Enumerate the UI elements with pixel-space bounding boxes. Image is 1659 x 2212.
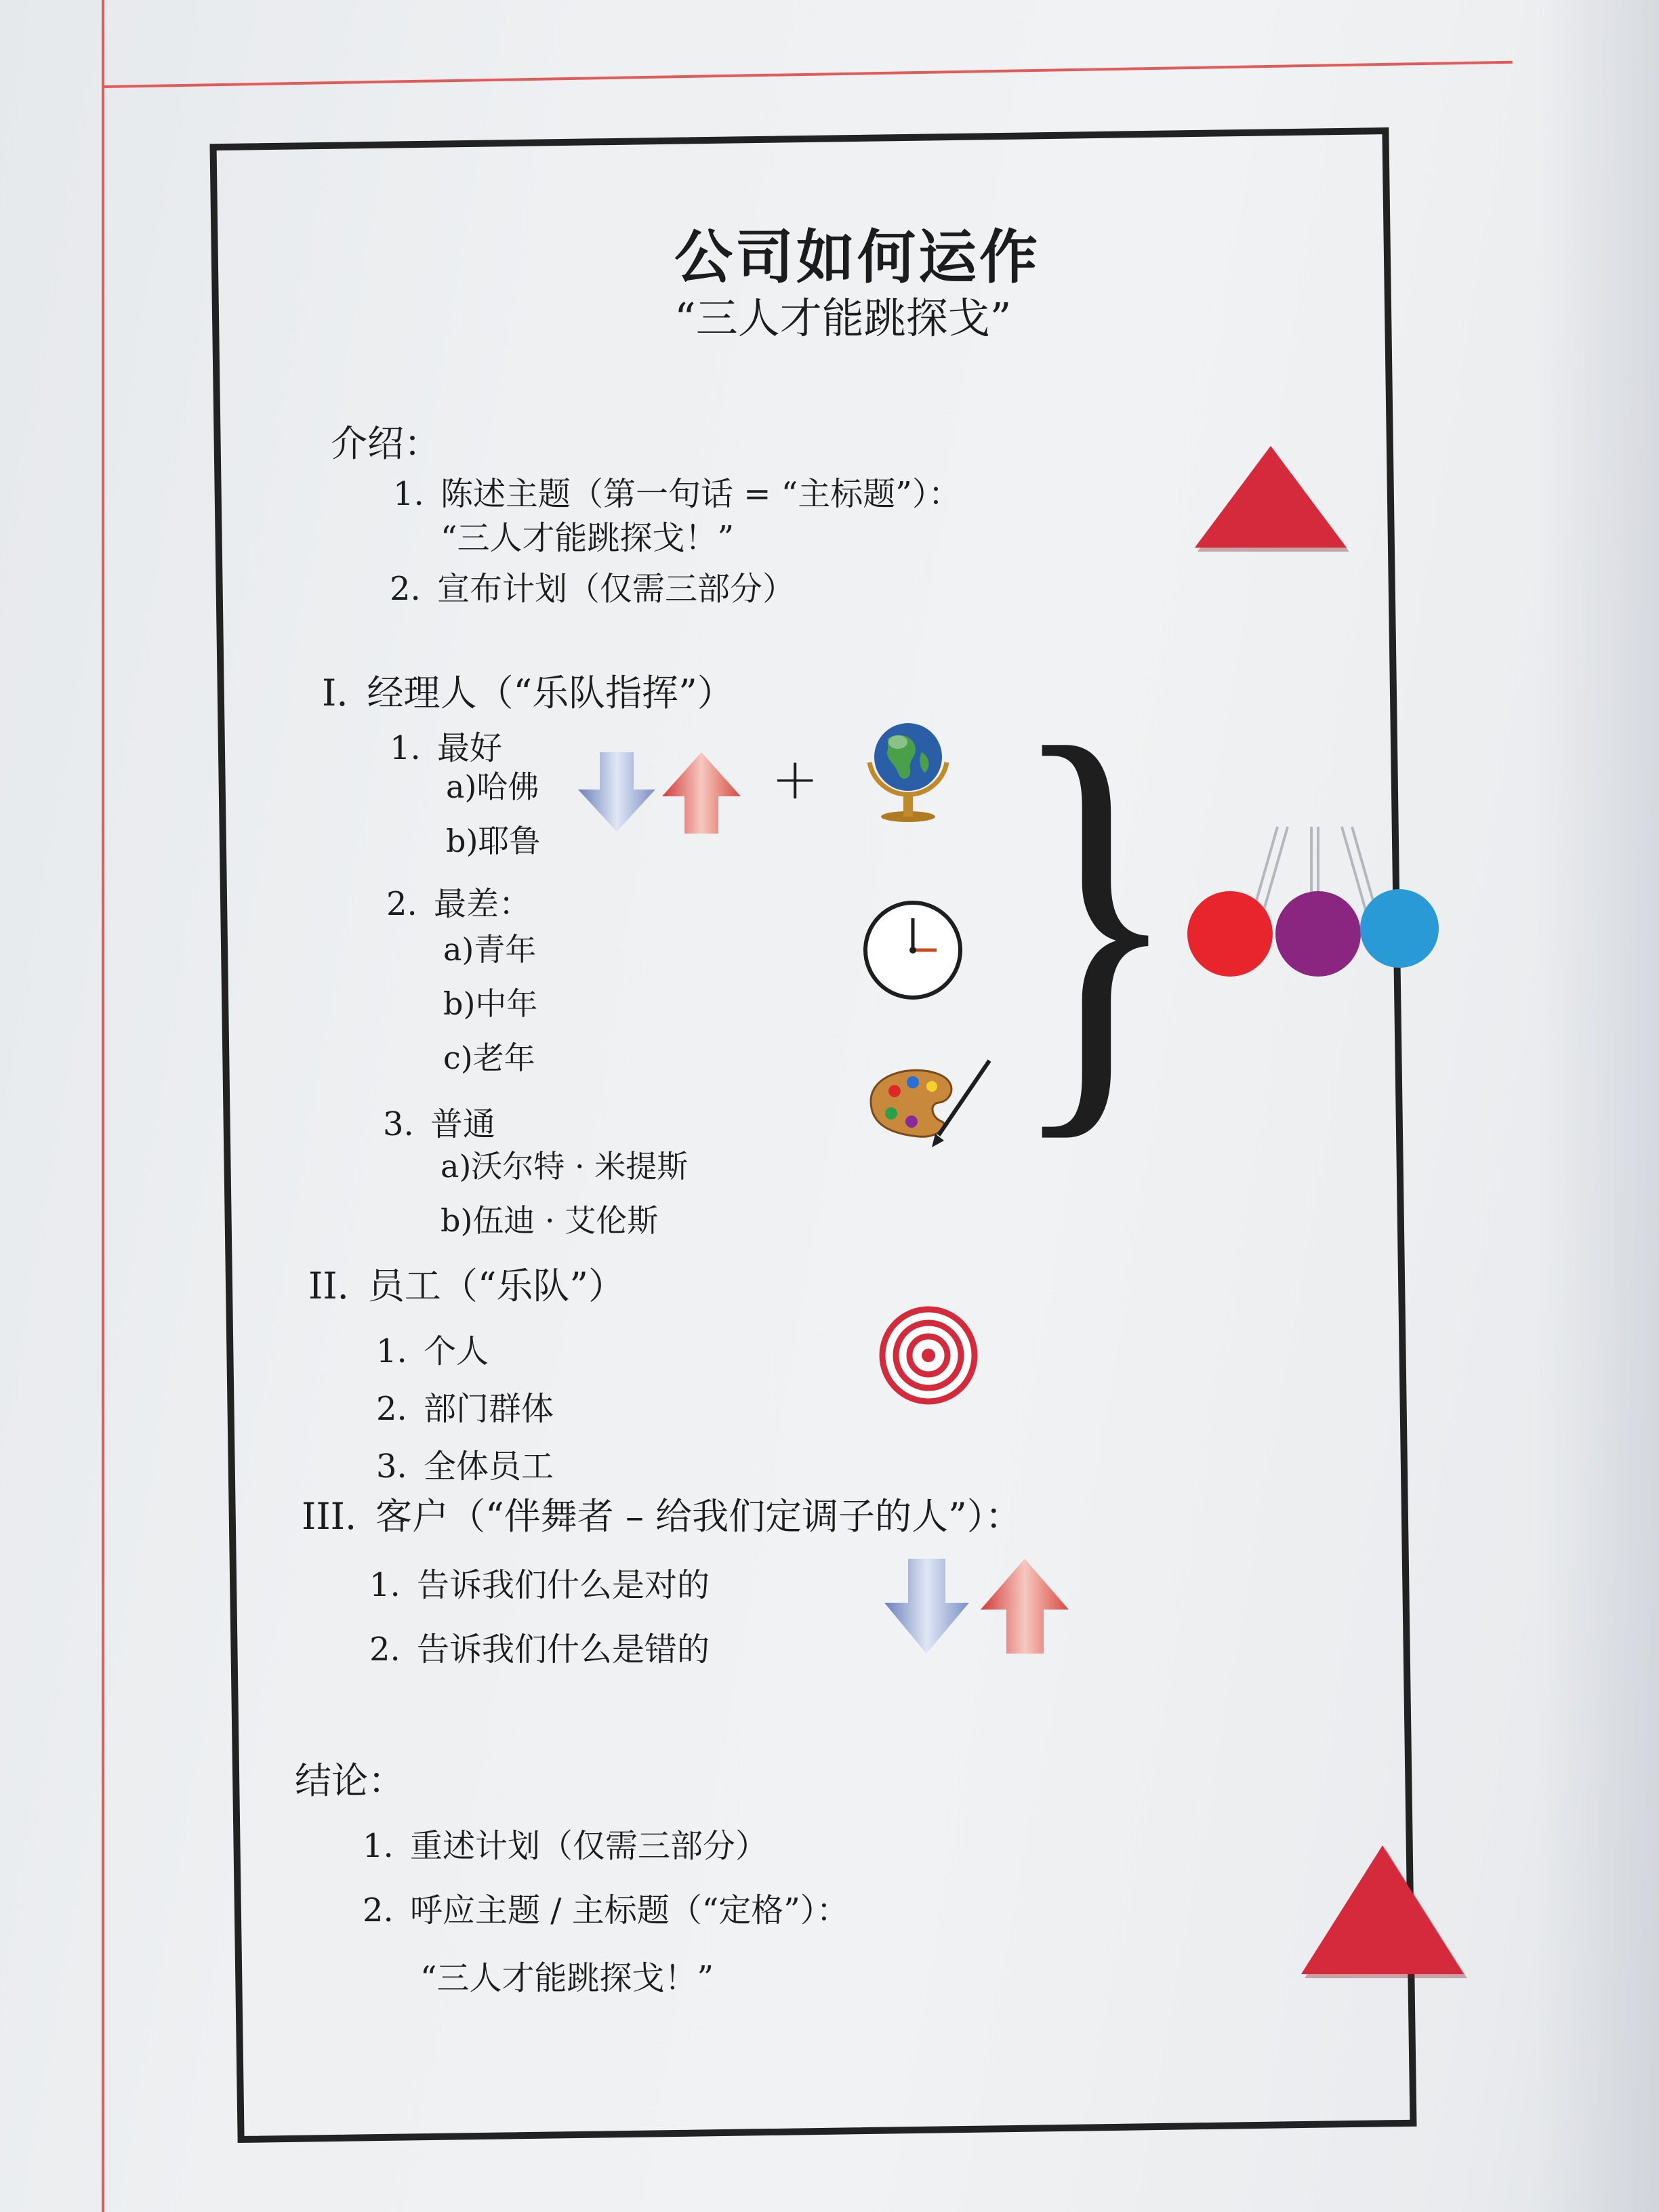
arrow-pair-icon-2	[884, 1555, 1074, 1657]
arrow-up-icon	[662, 752, 741, 834]
item-text: 个人	[424, 1332, 489, 1370]
section3-heading	[302, 1488, 1022, 1540]
roman-numeral: III.	[302, 1495, 357, 1538]
page-title: 公司如何运作	[674, 223, 1040, 291]
item-number: 1.	[390, 729, 421, 767]
section1-item-1-sub-a: a)哈佛	[446, 769, 539, 805]
intro-heading: 介绍：	[331, 422, 441, 465]
margin-line-horizontal	[103, 61, 1513, 88]
item-number: 3.	[376, 1448, 407, 1486]
item-text: 全体员工	[424, 1448, 554, 1486]
conclusion-heading: 结论：	[295, 1759, 405, 1802]
arrow-up-icon	[981, 1559, 1069, 1654]
intro-item-1-continuation: “三人才能跳探戈！”	[441, 519, 735, 557]
intro-item-1	[393, 468, 961, 514]
grouping-brace: }	[1010, 652, 1181, 1177]
item-text: 呼应主题 / 主标题（“定格”）：	[410, 1891, 849, 1929]
item-text: 最好	[437, 729, 503, 767]
section-title: 经理人（“乐队指挥”）	[367, 672, 734, 714]
item-text: 部门群体	[424, 1390, 554, 1428]
section1-item-1	[390, 722, 502, 769]
section3-item-1	[369, 1559, 710, 1605]
arrow-down-icon	[884, 1559, 969, 1654]
palette-icon	[864, 1054, 1000, 1149]
section2-heading	[308, 1257, 625, 1309]
item-text: 重述计划（仅需三部分）	[410, 1827, 769, 1865]
globe-icon	[857, 715, 959, 823]
item-number: 1.	[363, 1827, 394, 1865]
item-number: 2.	[363, 1891, 394, 1929]
target-icon	[878, 1305, 979, 1406]
arrow-pair-icon	[579, 749, 756, 837]
item-text: 告诉我们什么是错的	[417, 1631, 710, 1668]
item-text: 最差：	[434, 885, 532, 923]
section1-item-3-sub-a: a)沃尔特 · 米提斯	[441, 1148, 689, 1185]
triangle-icon	[1294, 1840, 1471, 1982]
item-text: 告诉我们什么是对的	[417, 1566, 710, 1604]
conclusion-item-2-continuation: “三人才能跳探戈！”	[420, 1959, 714, 1997]
item-number: 2.	[376, 1390, 407, 1428]
section1-item-2	[386, 878, 531, 924]
section1-item-2-sub-c: c)老年	[443, 1040, 535, 1076]
section1-item-2-sub-b: b)中年	[443, 985, 538, 1022]
margin-line-vertical	[102, 0, 104, 2212]
section3-item-2	[369, 1623, 710, 1670]
page-curl-shadow	[1537, 0, 1659, 2212]
intro-item-2	[390, 562, 795, 609]
triangle-icon	[1189, 441, 1352, 556]
item-number: 3.	[383, 1105, 414, 1143]
plus-sign: +	[771, 745, 819, 812]
roman-numeral: I.	[322, 672, 348, 714]
section1-heading	[322, 664, 734, 716]
item-text: 宣布计划（仅需三部分）	[437, 570, 796, 608]
item-number: 1.	[393, 475, 424, 513]
item-number: 2.	[369, 1631, 401, 1668]
pendulum-balls-icon	[1179, 813, 1443, 989]
arrow-down-icon	[578, 752, 655, 832]
section-title: 客户（“伴舞者 – 给我们定调子的人”）：	[375, 1495, 1022, 1538]
section2-item-3	[376, 1440, 554, 1487]
section1-item-3-sub-b: b)伍迪 · 艾伦斯	[441, 1202, 659, 1239]
section1-item-3	[383, 1098, 495, 1145]
clock-icon	[861, 898, 966, 1003]
roman-numeral: II.	[308, 1265, 349, 1307]
section-title: 员工（“乐队”）	[367, 1265, 626, 1307]
conclusion-item-1	[363, 1820, 768, 1866]
item-number: 2.	[390, 570, 421, 608]
item-number: 1.	[376, 1332, 407, 1370]
section1-item-2-sub-a: a)青年	[443, 931, 537, 968]
conclusion-item-2	[363, 1884, 849, 1931]
item-number: 2.	[386, 885, 417, 923]
item-text: 普通	[430, 1105, 496, 1143]
section1-item-1-sub-b: b)耶鲁	[446, 823, 541, 859]
section2-item-1	[376, 1325, 489, 1372]
item-number: 1.	[369, 1566, 401, 1604]
section2-item-2	[376, 1382, 554, 1429]
page-subtitle: “三人才能跳探戈”	[674, 293, 1012, 343]
item-text: 陈述主题（第一句话 = “主标题”）：	[441, 475, 961, 513]
